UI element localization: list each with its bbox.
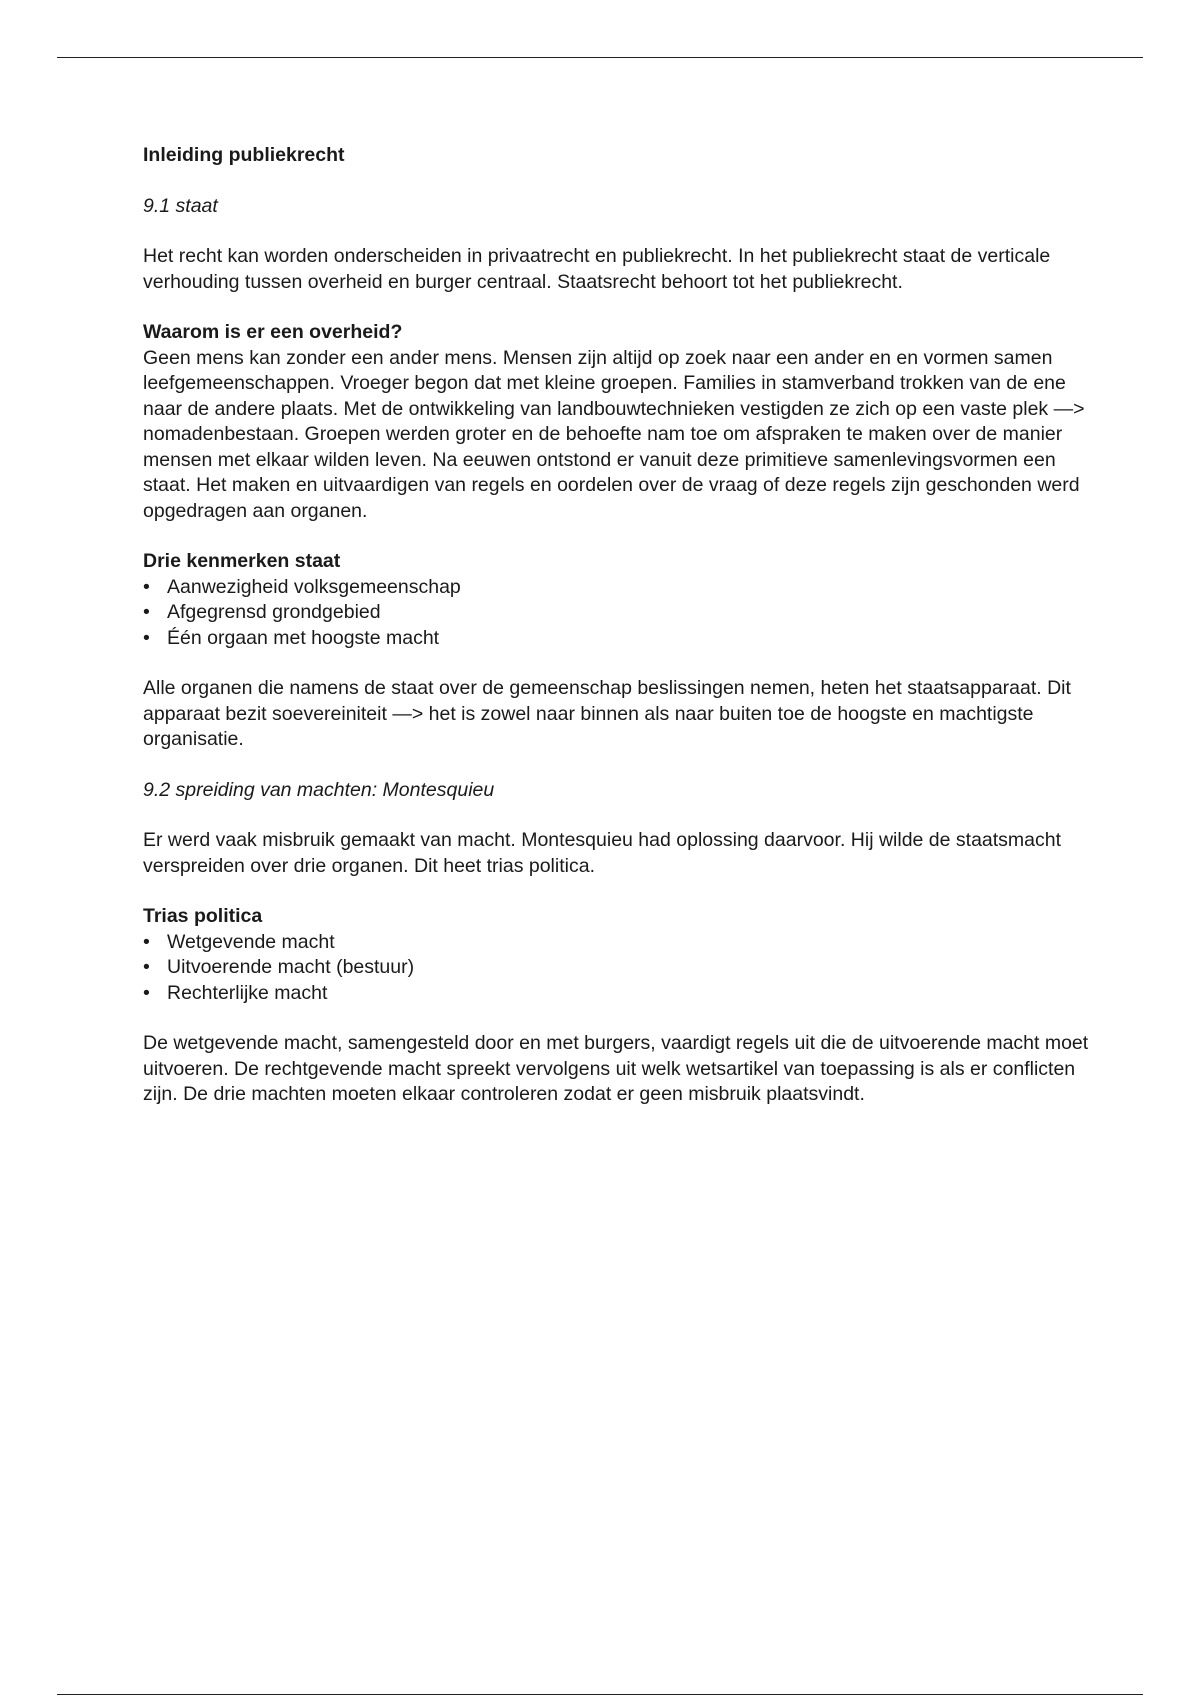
list-item-text: Rechterlijke macht xyxy=(167,981,328,1004)
conclusion-paragraph: De wetgevende macht, samengesteld door en met burgers, vaardigt regels uit die de uitvoerende macht moet uitvoeren. De rechtgevende macht spreekt vervolgens uit welk wetsartikel van toepassing is als er conflicten zijn. De drie machten moeten elkaar controleren zodat er geen misbruik plaatsvindt. xyxy=(143,1032,1089,1105)
bullet-icon: • xyxy=(143,930,150,953)
kenmerken-block xyxy=(143,549,1103,651)
list-item-text: Wetgevende macht xyxy=(167,930,335,953)
staatsapparaat-paragraph: Alle organen die namens de staat over de gemeenschap beslissingen nemen, heten het staatsapparaat. Dit apparaat bezit soevereiniteit —> het is zowel naar binnen als naar buiten toe de hoogste en machtigste organisatie. xyxy=(143,677,1071,750)
list-item-text: Uitvoerende macht (bestuur) xyxy=(167,956,415,978)
list-item xyxy=(143,626,1103,652)
bullet-icon: • xyxy=(143,626,150,649)
trias-block xyxy=(143,904,1103,1006)
trias-heading: Trias politica xyxy=(143,905,263,927)
trias-list xyxy=(143,930,1103,1007)
section-heading-9-2: 9.2 spreiding van machten: Montesquieu xyxy=(143,778,495,801)
document-body xyxy=(143,143,1103,1108)
list-item-text: Één orgaan met hoogste macht xyxy=(167,626,440,649)
list-item-text: Aanwezigheid volksgemeenschap xyxy=(167,575,461,598)
bullet-icon: • xyxy=(143,575,150,598)
montesquieu-paragraph: Er werd vaak misbruik gemaakt van macht. Montesquieu had oplossing daarvoor. Hij wilde de staatsmacht verspreiden over drie organen. Dit heet trias politica. xyxy=(143,829,1062,877)
intro-paragraph: Het recht kan worden onderscheiden in privaatrecht en publiekrecht. In het publiekrecht staat de verticale verhouding tussen overheid en burger centraal. Staatsrecht behoort tot het publiekrecht. xyxy=(143,245,1051,293)
bottom-rule xyxy=(57,1694,1143,1695)
kenmerken-list xyxy=(143,575,1103,652)
list-item xyxy=(143,955,1103,981)
overheid-paragraph: Geen mens kan zonder een ander mens. Mensen zijn altijd op zoek naar een ander en en vormen samen leefgemeenschappen. Vroeger begon dat met kleine groepen. Families in stamverband trokken van de ene naar de andere plaats. Met de ontwikkeling van landbouwtechnieken vestigden ze zich op een vaste plek —> nomadenbestaan. Groepen werden groter en de behoefte nam toe om afspraken te maken over de manier mensen met elkaar wilden leven. Na eeuwen ontstond er vanuit deze primitieve samenlevingsvormen een staat. Het maken en uitvaardigen van regels en oordelen over de vraag of deze regels zijn geschonden werd opgedragen aan organen. xyxy=(143,346,1085,522)
bullet-icon: • xyxy=(143,601,150,623)
kenmerken-heading: Drie kenmerken staat xyxy=(143,550,341,572)
list-item xyxy=(143,600,1103,626)
list-item xyxy=(143,575,1103,601)
list-item xyxy=(143,930,1103,956)
bullet-icon: • xyxy=(143,981,150,1004)
document-title: Inleiding publiekrecht xyxy=(143,144,345,166)
bullet-icon: • xyxy=(143,956,150,978)
overheid-heading: Waarom is er een overheid? xyxy=(143,321,403,343)
section-heading-9-1: 9.1 staat xyxy=(143,194,218,217)
list-item xyxy=(143,981,1103,1007)
overheid-block xyxy=(143,320,1103,524)
top-rule xyxy=(57,57,1143,58)
list-item-text: Afgegrensd grondgebied xyxy=(167,601,381,623)
